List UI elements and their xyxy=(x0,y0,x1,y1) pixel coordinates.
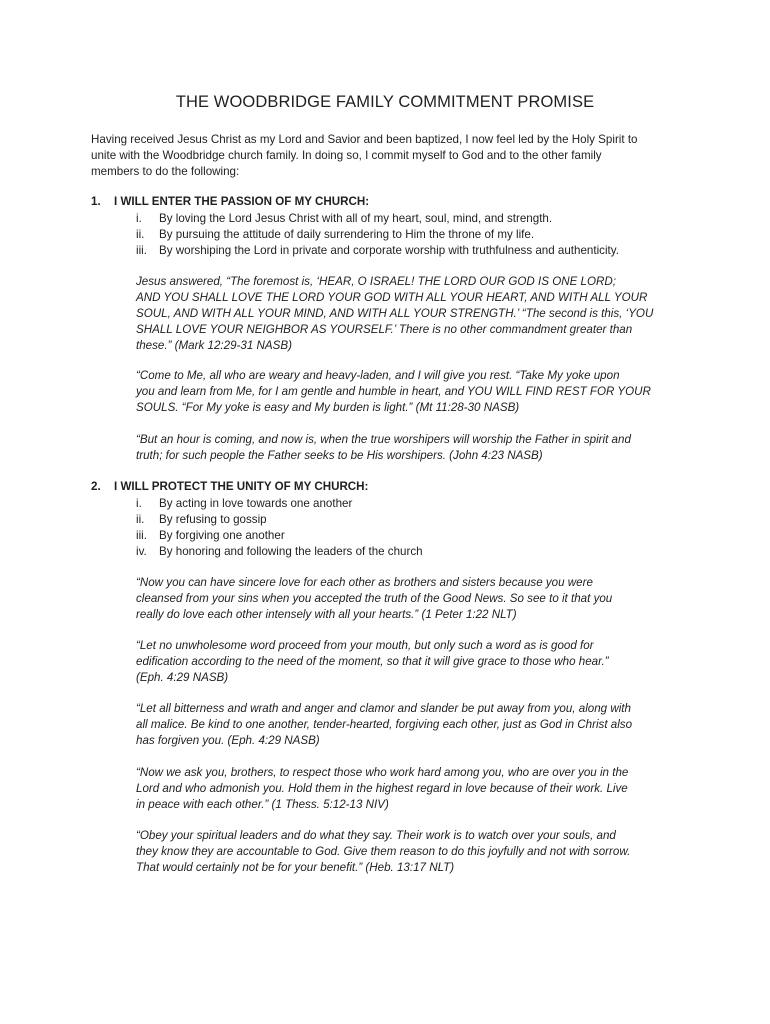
quote-line: these.” (Mark 12:29-31 NASB) xyxy=(136,339,292,352)
quote-line: That would certainly not be for your benefit.” (Heb. 13:17 NLT) xyxy=(136,861,455,874)
section-title: I WILL PROTECT THE UNITY OF MY CHURCH: xyxy=(114,480,369,493)
quote-line: edification according to the need of the moment, so that it will give grace to those who hear.” xyxy=(136,655,609,668)
list-item-text: By forgiving one another xyxy=(159,529,285,542)
section-2-list xyxy=(136,496,423,560)
list-item xyxy=(136,243,619,259)
list-item-text: By refusing to gossip xyxy=(159,513,267,526)
quote-line: really do love each other intensely with all your hearts.” (1 Peter 1:22 NLT) xyxy=(136,608,517,621)
quote-line: AND YOU SHALL LOVE THE LORD YOUR GOD WITH ALL YOUR HEART, AND WITH ALL YOUR xyxy=(136,291,648,304)
quote-line: they know they are accountable to God. Give them reason to do this joyfully and not with sorrow. xyxy=(136,845,631,858)
quote-line: Lord and who admonish you. Hold them in the highest regard in love because of their work. Live xyxy=(136,782,628,795)
quote-line: “Now we ask you, brothers, to respect those who work hard among you, who are over you in the xyxy=(136,766,629,779)
quote-line: “Obey your spiritual leaders and do what they say. Their work is to watch over your souls, and xyxy=(136,829,616,842)
quote-line: SHALL LOVE YOUR NEIGHBOR AS YOURSELF.’ There is no other commandment greater than xyxy=(136,323,633,336)
section-2-heading xyxy=(91,480,368,493)
scripture-quote xyxy=(136,432,681,464)
scripture-quote xyxy=(136,765,681,813)
intro-line: unite with the Woodbridge church family. In doing so, I commit myself to God and to the other family xyxy=(91,149,602,163)
list-item xyxy=(136,211,619,227)
list-item xyxy=(136,544,423,560)
list-marker: iii. xyxy=(136,244,147,257)
quote-line: SOULS. “For My yoke is easy and My burden is light.” (Mt 11:28-30 NASB) xyxy=(136,401,520,414)
quote-line: truth; for such people the Father seeks to be His worshipers. (John 4:23 NASB) xyxy=(136,449,543,462)
list-marker: i. xyxy=(136,212,142,225)
list-marker: iii. xyxy=(136,529,147,542)
quote-line: “Come to Me, all who are weary and heavy-laden, and I will give you rest. “Take My yoke upon xyxy=(136,369,620,382)
list-item-text: By pursuing the attitude of daily surrendering to Him the throne of my life. xyxy=(159,228,535,241)
quote-line: SOUL, AND WITH ALL YOUR MIND, AND WITH ALL YOUR STRENGTH.’ “The second is this, ‘YOU xyxy=(136,307,654,320)
scripture-quote xyxy=(136,828,681,876)
quote-line: has forgiven you. (Eph. 4:29 NASB) xyxy=(136,734,320,747)
section-number: 1. xyxy=(91,195,101,208)
list-item-text: By loving the Lord Jesus Christ with all of my heart, soul, mind, and strength. xyxy=(159,212,553,225)
section-title: I WILL ENTER THE PASSION OF MY CHURCH: xyxy=(114,195,370,208)
section-1-list xyxy=(136,211,619,259)
quote-line: cleansed from your sins when you accepted the truth of the Good News. So see to it that you xyxy=(136,592,613,605)
quote-line: “Now you can have sincere love for each other as brothers and sisters because you were xyxy=(136,576,593,589)
quote-line: “Let no unwholesome word proceed from your mouth, but only such a word as is good for xyxy=(136,639,594,652)
scripture-quote xyxy=(136,575,681,623)
quote-line: all malice. Be kind to one another, tender-hearted, forgiving each other, just as God in Christ also xyxy=(136,718,633,731)
list-item xyxy=(136,496,423,512)
quote-line: you and learn from Me, for I am gentle and humble in heart, and YOU WILL FIND REST FOR YOUR xyxy=(136,385,651,398)
quote-line: Jesus answered, “The foremost is, ‘HEAR, O ISRAEL! THE LORD OUR GOD IS ONE LORD; xyxy=(136,275,616,288)
list-marker: ii. xyxy=(136,228,145,241)
list-item-text: By worshiping the Lord in private and corporate worship with truthfulness and authenticity. xyxy=(159,244,619,257)
intro-line: Having received Jesus Christ as my Lord and Savior and been baptized, I now feel led by the Holy Spirit to xyxy=(91,133,638,146)
list-marker: i. xyxy=(136,497,142,510)
list-marker: iv. xyxy=(136,545,147,558)
list-item xyxy=(136,227,619,243)
intro-paragraph xyxy=(91,132,681,181)
scripture-quote xyxy=(136,368,681,416)
quote-line: “Let all bitterness and wrath and anger and clamor and slander be put away from you, along with xyxy=(136,702,631,715)
intro-line: members to do the following: xyxy=(91,165,240,179)
page-title: THE WOODBRIDGE FAMILY COMMITMENT PROMISE xyxy=(175,93,595,111)
section-number: 2. xyxy=(91,480,101,493)
list-marker: ii. xyxy=(136,513,145,526)
quote-line: “But an hour is coming, and now is, when the true worshipers will worship the Father in spirit and xyxy=(136,433,631,446)
quote-line: (Eph. 4:29 NASB) xyxy=(136,671,229,684)
quote-line: in peace with each other.” (1 Thess. 5:12-13 NIV) xyxy=(136,798,389,811)
list-item xyxy=(136,512,423,528)
scripture-quote xyxy=(136,701,681,749)
list-item xyxy=(136,528,423,544)
list-item-text: By acting in love towards one another xyxy=(159,497,353,510)
section-1-heading xyxy=(91,195,369,208)
list-item-text: By honoring and following the leaders of the church xyxy=(159,545,423,558)
scripture-quote xyxy=(136,274,681,354)
scripture-quote xyxy=(136,638,681,686)
